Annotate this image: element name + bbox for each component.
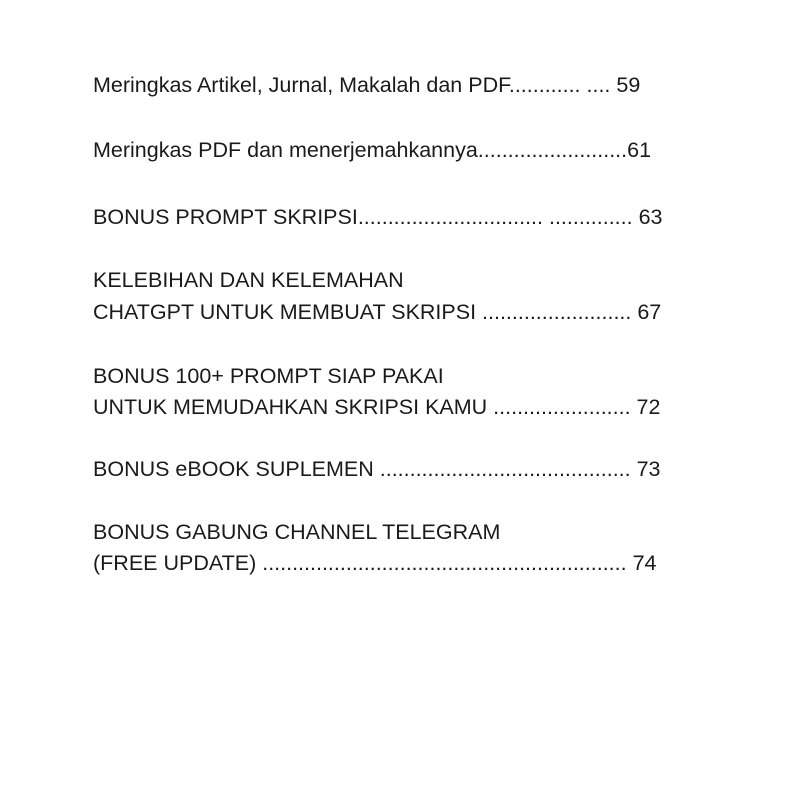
toc-entry-2-line-1: Meringkas PDF dan menerjemahkannya.........................61 xyxy=(93,138,652,162)
toc-entry-4-line-1: KELEBIHAN DAN KELEMAHAN xyxy=(93,268,404,292)
toc-entry-7-line-2: (FREE UPDATE) ............................................................. 74 xyxy=(93,551,657,575)
toc-entry-5-line-2: UNTUK MEMUDAHKAN SKRIPSI KAMU ....................... 72 xyxy=(93,395,661,419)
toc-entry-5-line-1: BONUS 100+ PROMPT SIAP PAKAI xyxy=(93,364,444,388)
toc-entry-1-line-1: Meringkas Artikel, Jurnal, Makalah dan PDF............ .... 59 xyxy=(93,73,641,97)
toc-entry-4-line-2: CHATGPT UNTUK MEMBUAT SKRIPSI ......................... 67 xyxy=(93,300,662,324)
toc-entry-6-line-1: BONUS eBOOK SUPLEMEN .......................................... 73 xyxy=(93,457,661,481)
toc-entry-7-line-1: BONUS GABUNG CHANNEL TELEGRAM xyxy=(93,520,501,544)
toc-entry-3-line-1: BONUS PROMPT SKRIPSI............................... .............. 63 xyxy=(93,205,663,229)
